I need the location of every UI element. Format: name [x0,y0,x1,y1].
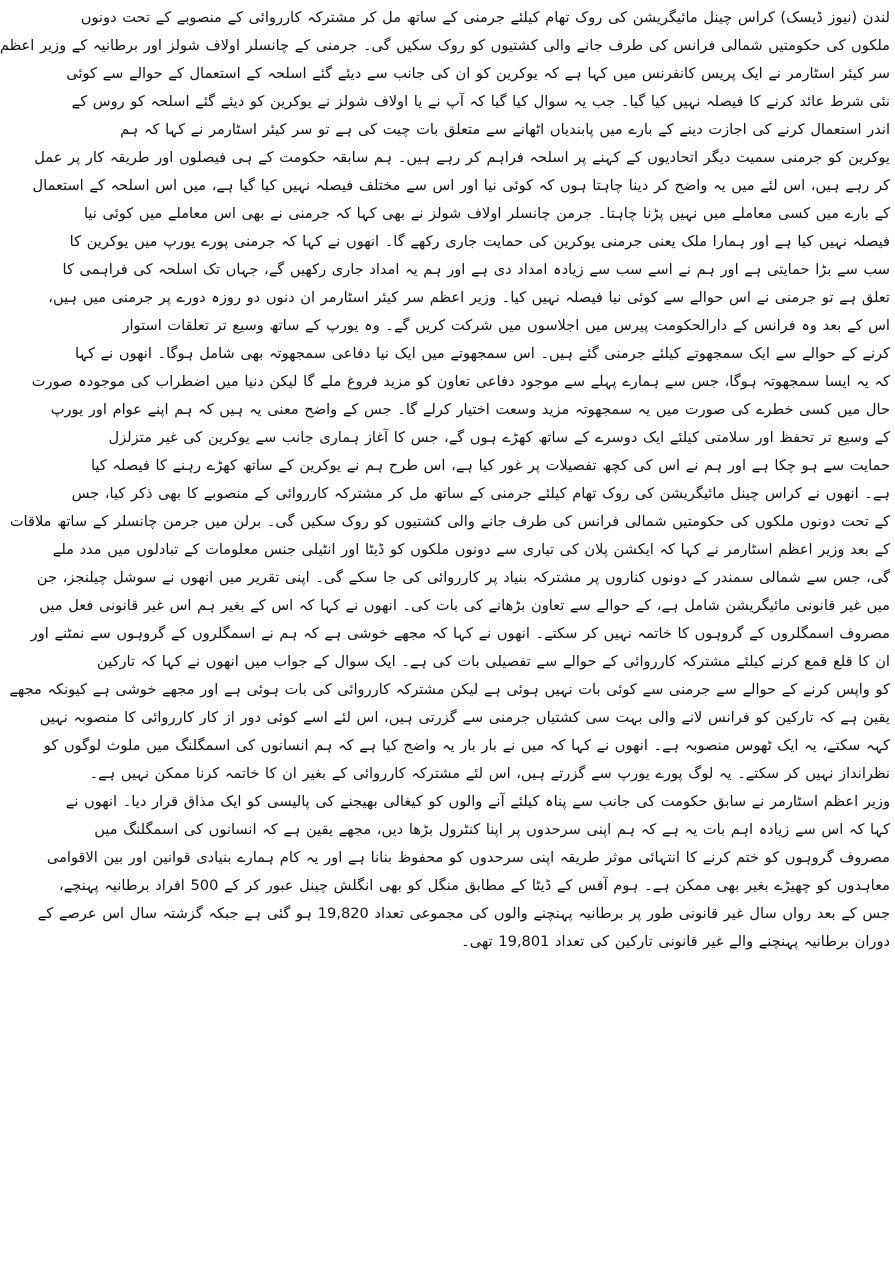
article-line: کہ یہ ایسا سمجھوتہ ہوگا، جس سے ہمارے پہلے سے موجود دفاعی تعاون کو مزید فروغ ملے گا لیکن دنیا میں اضطراب کی موجودہ صورت [31,373,890,390]
article-line: ملکوں کی حکومتیں شمالی فرانس کی طرف جانے والی کشتیوں کو روک سکیں گی۔ جرمنی کے چانسلر اولاف شولز اور برطانیہ کے وزیر اعظم [0,37,890,54]
article-line: جس کے بعد رواں سال غیر قانونی طور پر برطانیہ پہنچنے والوں کی مجموعی تعداد 19,820 ہو گئی ہے جبکہ گزشتہ سال اس عرصے کے [37,905,890,922]
article-line: وزیر اعظم اسٹارمر نے سابق حکومت کی جانب سے پناہ کیلئے آنے والوں کو کیغالی بھیجنے کی پالیسی کو ایک مذاق قرار دیا۔ انھوں نے [65,793,890,810]
article-line: حمایت سے ہو چکا ہے اور ہم نے اس کی کچھ تفصیلات پر غور کیا ہے، اس طرح ہم نے یوکرین کے ساتھ کھڑے رہنے کا فیصلہ کیا [90,457,890,474]
article-line: حال میں کسی خطرے کی صورت میں یہ سمجھوتہ مزید وسعت اختیار کرلے گا۔ جس کے واضح معنی یہ ہیں کہ ہم اپنے عوام اور یورپ [50,401,890,418]
article-line-final: دوران برطانیہ پہنچنے والے غیر قانونی تارکین کی تعداد 19,801 تھی۔ [461,933,890,950]
article-line: کرنے کے حوالے سے ایک سمجھوتے کیلئے جرمنی گئے ہیں۔ اس سمجھوتے میں ایک نیا دفاعی سمجھوتہ بھی شامل ہوگا۔ انھوں نے کہا [74,345,890,362]
article-line: کہا کہ اس سے زیادہ اہم بات یہ ہے کہ ہم اپنی سرحدوں پر اپنا کنٹرول بڑھا دیں، مجھے یقین ہے کہ انسانوں کی اسمگلنگ میں [94,821,890,838]
article-line: کے تحت دونوں ملکوں کی حکومتیں شمالی فرانس کی طرف جانے والی کشتیوں کو روک سکیں گی۔ برلن میں جرمن چانسلر کے ساتھ ملاقات [9,513,890,530]
article-line: لندن (نیوز ڈیسک) کراس چینل مائیگریشن کی روک تھام کیلئے جرمنی کے ساتھ مل کر مشترکہ کارروائی کے منصوبے کے تحت دونوں [80,9,890,26]
article-line: کے بعد وزیر اعظم اسٹارمر نے کہا کہ ایکشن پلان کی تیاری سے دونوں ملکوں کو ڈیٹا اور انٹیلی جنس معلومات کے تبادلوں میں مدد ملے [52,541,890,558]
article-line: مصروف گروہوں کو ختم کرنے کا انتہائی موثر طریقہ اپنی سرحدوں کو محفوظ بنانا ہے اور یہ کام ہمارے بنیادی قوانین اور بین الاقوامی [46,849,890,866]
article-line: مصروف اسمگلروں کے گروہوں کا خاتمہ نہیں کر سکتے۔ انھوں نے کہا کہ مجھے خوشی ہے کہ ہم نے اسمگلروں کے گروہوں سے نمٹنے اور [30,625,890,642]
article-line: سب سے بڑا حمایتی ہے اور ہم نے اسے سب سے زیادہ امداد دی ہے اور ہم یہ امداد جاری رکھیں گے، جہاں تک اسلحہ کی فراہمی کا [62,261,890,278]
article-line: یقین ہے کہ تارکین کو فرانس لانے والی بہت سی کشتیاں جرمنی سے گزرتی ہیں، اس لئے اسے کوئی دور از کار کارروائی کا منصوبہ نہیں [39,709,890,726]
article-line: ان کا قلع قمع کرنے کیلئے مشترکہ کارروائی کے حوالے سے تفصیلی بات کی ہے۔ ایک سوال کے جواب میں انھوں نے کہا کہ تارکین [97,653,890,670]
article-line: کے بارے میں کسی معاملے میں نہیں پڑنا چاہتا۔ جرمن چانسلر اولاف شولز نے بھی کہا کہ جرمنی نے بھی اس معاملے میں کوئی نیا [83,205,890,222]
article-line: نظرانداز نہیں کر سکتے۔ یہ لوگ پورے یورپ سے گزرتے ہیں، اس لئے مشترکہ کارروائی کے بغیر ان کا خاتمہ کرنا ممکن نہیں ہے۔ [89,765,890,782]
article-line: گی، جس سے شمالی سمندر کے دونوں کناروں پر مشترکہ بنیاد پر کارروائی کی جا سکے گی۔ اپنی تقریر میں انھوں نے سوشل چیلنجز، جن [36,569,890,586]
article-line: کر رہے ہیں، اس لئے میں یہ واضح کر دینا چاہتا ہوں کہ کوئی نیا اور اس سے مختلف فیصلہ نہیں کیا گیا ہے، میں اس اسلحہ کے استعمال [32,177,890,194]
article-line: تعلق ہے تو جرمنی نے اس حوالے سے کوئی نیا فیصلہ نہیں کیا۔ وزیر اعظم سر کیئر اسٹارمر ان دنوں دو روزہ دورے پر جرمنی میں ہیں، [48,289,890,306]
article-line: سر کیئر اسٹارمر نے ایک پریس کانفرنس میں کہا ہے کہ یوکرین کو ان کی جانب سے دیئے گئے اسلحہ کے استعمال کے حوالے سے کوئی [66,65,890,82]
article-line: کہہ سکتے، یہ ایک ٹھوس منصوبہ ہے۔ انھوں نے کہا کہ میں نے بار بار یہ واضح کیا ہے کہ ہم انسانوں کی اسمگلنگ میں ملوث لوگوں کو [43,737,890,754]
article-line: میں غیر قانونی مائیگریشن شامل ہے، کے حوالے سے تعاون بڑھانے کی بات کی۔ انھوں نے کہا کہ اس کے بغیر ہم اس غیر قانونی فعل میں [39,597,890,614]
article-line: اس کے بعد وہ فرانس کے دارالحکومت پیرس میں اجلاسوں میں شرکت کریں گے۔ وہ یورپ کے ساتھ وسیع تر تعلقات استوار [122,317,890,334]
article-line: اندر استعمال کرنے کی اجازت دینے کے بارے میں پابندیاں اٹھانے سے متعلق بات چیت کی ہے تو سر کیئر اسٹارمر نے کہا کہ ہم [120,121,890,138]
article-line: یوکرین کو جرمنی سمیت دیگر اتحادیوں کے کہنے پر اسلحہ فراہم کر رہے ہیں۔ ہم سابقہ حکومت کے ہی فیصلوں اور طریقہ کار پر عمل [34,149,890,166]
article-line: نئی شرط عائد کرنے کا فیصلہ نہیں کیا گیا۔ جب یہ سوال کیا گیا کہ آپ نے یا اولاف شولز نے یوکرین کو دیئے گئے اسلحہ کو روس کے [71,93,890,110]
article-line: معاہدوں کو چھیڑے بغیر بھی ممکن ہے۔ ہوم آفس کے ڈیٹا کے مطابق منگل کو بھی انگلش چینل عبور کر کے 500 افراد برطانیہ پہنچے، [59,877,890,894]
article-line: کے وسیع تر تحفظ اور سلامتی کیلئے ایک دوسرے کے ساتھ کھڑے ہوں گے، جس کا آغاز ہماری جانب سے یوکرین کی غیر متزلزل [108,429,890,446]
article-line: ہے۔ انھوں نے کراس چینل مائیگریشن کی روک تھام کیلئے جرمنی کے ساتھ مل کر مشترکہ کارروائی کے منصوبے کا بھی ذکر کیا، جس [71,485,890,502]
article-line: فیصلہ نہیں کیا ہے اور ہمارا ملک یعنی جرمنی یوکرین کی حمایت جاری رکھے گا۔ انھوں نے کہا کہ جرمنی پورے یورپ میں یوکرین کا [69,233,890,250]
article-line: کو واپس کرنے کے حوالے سے جرمنی سے کوئی بات نہیں ہوئی ہے لیکن مشترکہ کارروائی کی بات ہوئی ہے اور مجھے خوشی ہے کیونکہ مجھے [9,681,890,698]
